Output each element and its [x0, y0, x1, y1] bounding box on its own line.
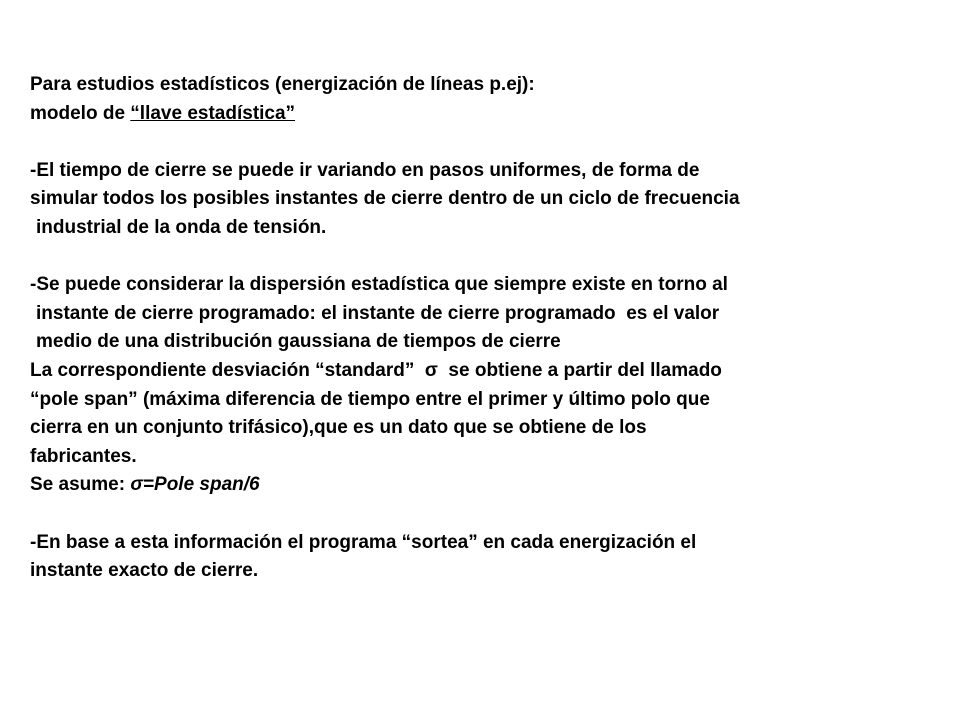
spacer: [30, 500, 945, 529]
para3-line-1: -En base a esta información el programa “sortea” en cada energización el: [30, 531, 697, 553]
para2-line-6: cierra en un conjunto trifásico),que es un dato que se obtiene de los: [30, 417, 647, 439]
assumption-prefix: Se asume:: [30, 474, 131, 496]
para2-line-7: fabricantes.: [30, 445, 137, 467]
intro-line-2: [30, 100, 945, 129]
para2-line-8: [30, 471, 945, 500]
spacer: [30, 128, 945, 157]
slide-text-body: [30, 71, 945, 586]
para2-line-3: medio de una distribución gaussiana de tiempos de cierre: [36, 331, 561, 353]
para1-line-1: -El tiempo de cierre se puede ir variando en pasos uniformes, de forma de: [30, 159, 700, 181]
para2-line-5: “pole span” (máxima diferencia de tiempo entre el primer y último polo que: [30, 388, 710, 410]
para1-line-3: industrial de la onda de tensión.: [36, 216, 327, 238]
intro-line-1: Para estudios estadísticos (energización de líneas p.ej):: [30, 74, 535, 95]
llave-estadistica-term: “llave estadística”: [130, 102, 296, 124]
sigma-formula: σ=Pole span/6: [130, 474, 260, 496]
para3-line-2: instante exacto de cierre.: [30, 560, 259, 582]
intro-line-2-prefix: modelo de: [30, 102, 131, 124]
para1-line-2: simular todos los posibles instantes de cierre dentro de un ciclo de frecuencia: [30, 188, 740, 210]
para2-line-4: La correspondiente desviación “standard” σ se obtiene a partir del llamado: [30, 359, 722, 381]
para2-line-2: instante de cierre programado: el instante de cierre programado es el valor: [36, 302, 720, 324]
spacer: [30, 243, 945, 272]
para2-line-1: -Se puede considerar la dispersión estadística que siempre existe en torno al: [30, 274, 728, 296]
